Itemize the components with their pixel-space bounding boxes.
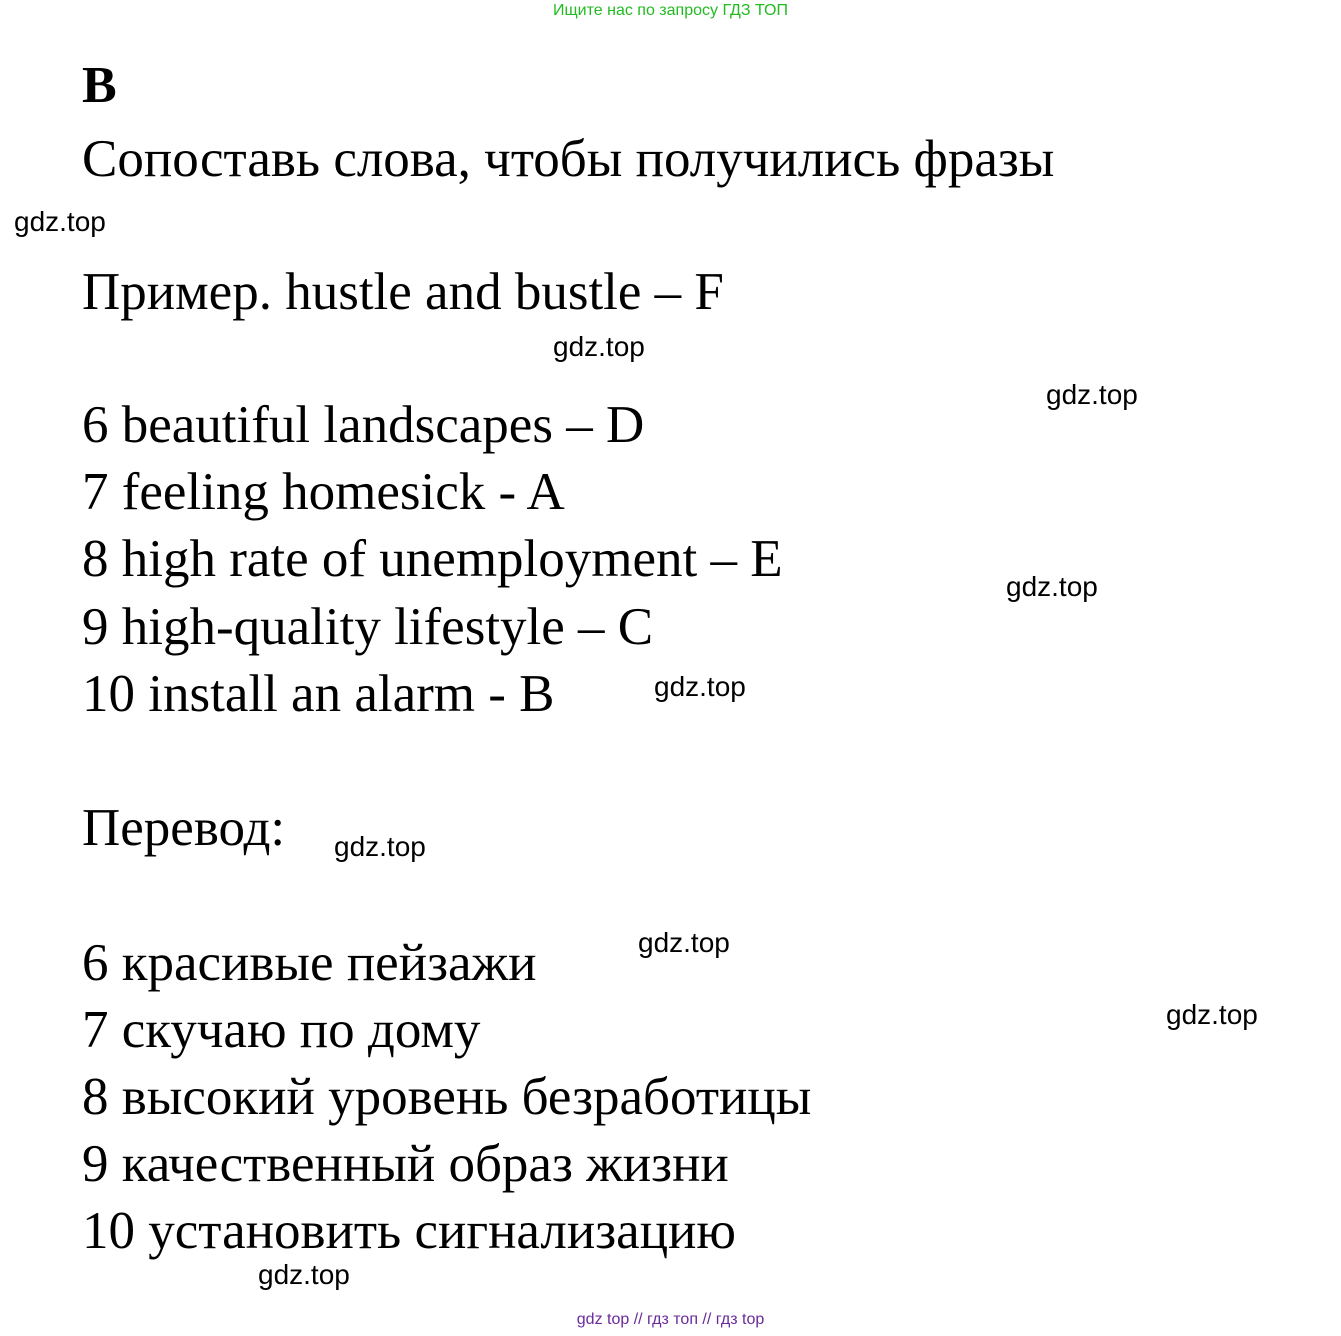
watermark: gdz.top — [638, 927, 730, 958]
instruction-text: Сопоставь слова, чтобы получились фразы — [82, 130, 1055, 188]
answer-line-6: 6 beautiful landscapes – D — [82, 396, 645, 454]
answer-line-9: 9 high-quality lifestyle – C — [82, 598, 654, 656]
watermark: gdz.top — [14, 206, 106, 237]
watermark: gdz.top — [334, 831, 426, 862]
answer-line-7: 7 feeling homesick - A — [82, 463, 565, 521]
answer-line-10: 10 install an alarm - B — [82, 665, 555, 723]
watermark: gdz.top — [654, 671, 746, 702]
example-text: Пример. hustle and bustle – F — [82, 263, 724, 321]
watermark: gdz.top — [1046, 379, 1138, 410]
translation-line-6: 6 красивые пейзажи — [82, 934, 537, 992]
translation-line-9: 9 качественный образ жизни — [82, 1135, 729, 1193]
translation-line-8: 8 высокий уровень безработицы — [82, 1068, 812, 1126]
footer-links: gdz top // гдз топ // гдз top — [576, 1311, 765, 1328]
answer-line-8: 8 high rate of unemployment – E — [82, 530, 783, 588]
watermark: gdz.top — [1166, 999, 1258, 1030]
translation-heading: Перевод: — [82, 799, 286, 857]
translation-line-10: 10 установить сигнализацию — [82, 1202, 737, 1260]
watermark: gdz.top — [553, 331, 645, 362]
watermark: gdz.top — [258, 1259, 350, 1290]
section-letter: B — [82, 57, 117, 114]
top-banner: Ищите нас по запросу ГДЗ ТОП — [553, 2, 788, 19]
translation-line-7: 7 скучаю по дому — [82, 1001, 481, 1059]
watermark: gdz.top — [1006, 571, 1098, 602]
